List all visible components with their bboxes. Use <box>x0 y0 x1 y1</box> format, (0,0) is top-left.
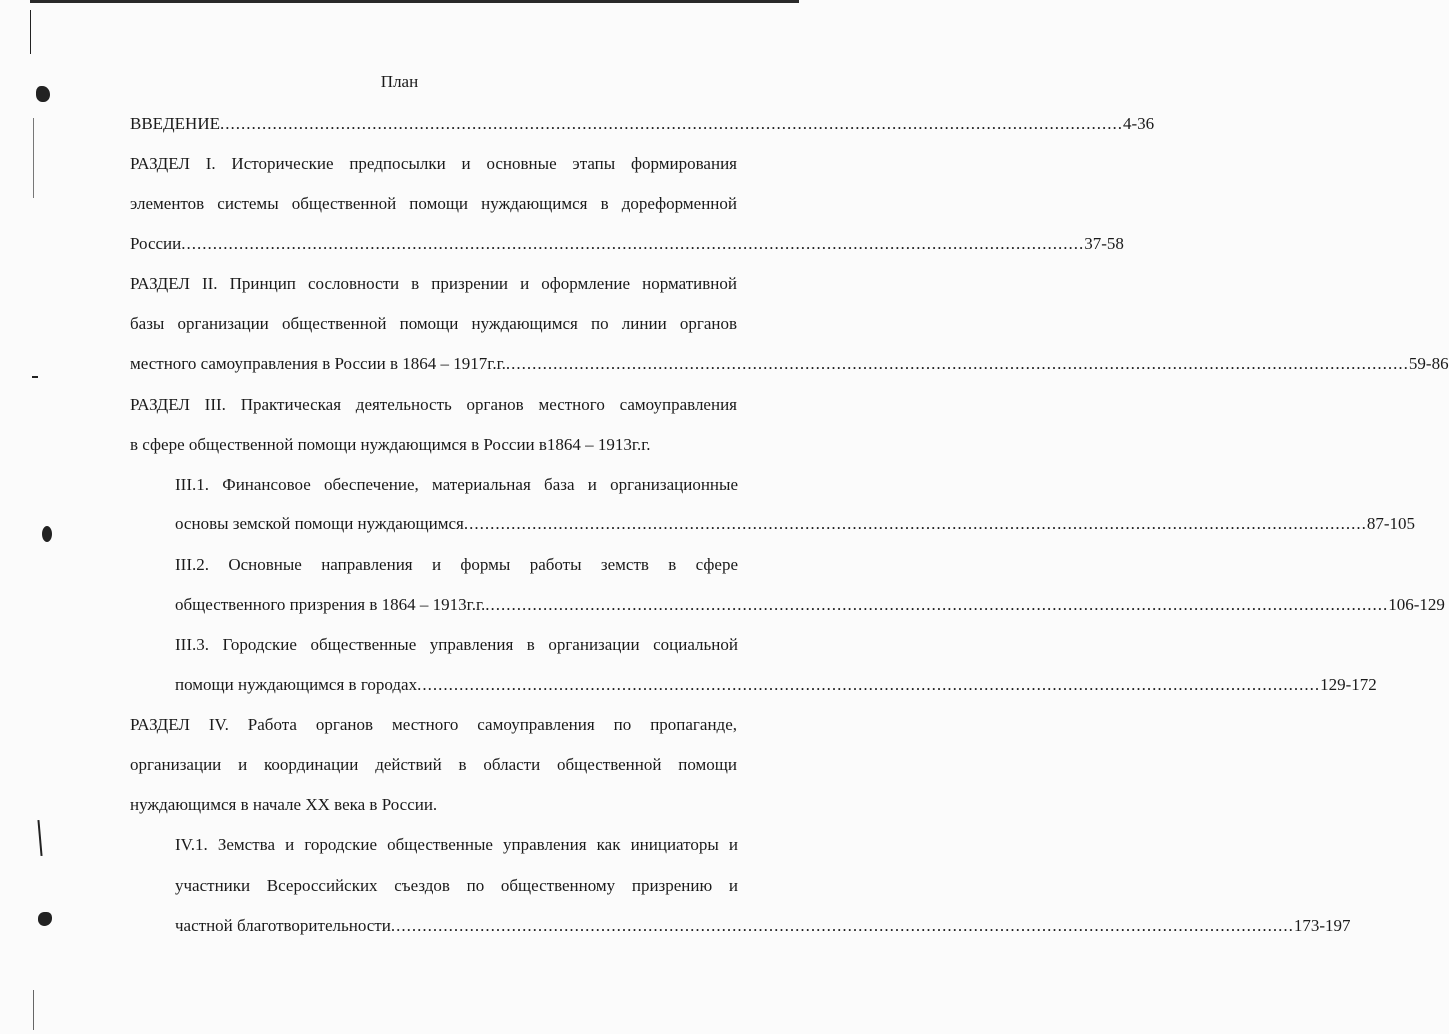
toc-section-4-line: нуждающимся в начале XX века в России. <box>130 795 438 814</box>
toc-section-2-line: базы организации общественной помощи нуждающимся по линии органов <box>130 314 737 333</box>
toc-section-1-line: элементов системы общественной помощи нуждающимся в дореформенной <box>130 194 737 213</box>
toc-entry-label: основы земской помощи нуждающимся <box>175 514 464 533</box>
toc-subsection-3-1-line: III.1. Финансовое обеспечение, материальная база и организационные <box>175 475 738 494</box>
toc-entry-section-2 <box>130 354 1449 374</box>
dot-leader: ............................................................................................................................................................................ <box>463 514 1367 533</box>
toc-section-3-line: в сфере общественной помощи нуждающимся в России в1864 – 1913г.г. <box>130 435 651 454</box>
toc-section-4-line: РАЗДЕЛ IV. Работа органов местного самоуправления по пропаганде, <box>130 715 737 734</box>
toc-section-3-line: РАЗДЕЛ III. Практическая деятельность органов местного самоуправления <box>130 395 737 414</box>
toc-entry-subsection-4-1 <box>175 916 1351 936</box>
toc-subsection-4-1-line: IV.1. Земства и городские общественные управления как инициаторы и <box>175 835 738 854</box>
scan-margin-line <box>33 990 34 1030</box>
toc-section-1-line: РАЗДЕЛ I. Исторические предпосылки и основные этапы формирования <box>130 154 737 173</box>
dot-leader: ............................................................................................................................................................................ <box>485 595 1389 614</box>
toc-entry-subsection-3-2 <box>175 595 1445 615</box>
page-range: 4-36 <box>1122 114 1155 133</box>
page-range: 37-58 <box>1084 234 1124 253</box>
page-range: 106-129 <box>1388 595 1445 614</box>
toc-entry-intro <box>130 114 1155 134</box>
scan-speck <box>38 912 52 926</box>
toc-entry-label: местного самоуправления в России в 1864 – 1917г.г. <box>130 354 506 373</box>
page-range: 87-105 <box>1366 514 1416 533</box>
top-edge-rule <box>30 0 799 3</box>
toc-subsection-3-3-line: III.3. Городские общественные управления в организации социальной <box>175 635 738 654</box>
toc-section-4-line: организации и координации действий в области общественной помощи <box>130 755 737 774</box>
toc-entry-section-1 <box>130 234 1124 254</box>
dot-leader: ............................................................................................................................................................................ <box>390 916 1294 935</box>
toc-subsection-3-2-line: III.2. Основные направления и формы работы земств в сфере <box>175 555 738 574</box>
toc-entry-label: ВВЕДЕНИЕ <box>130 114 220 133</box>
page-range: 173-197 <box>1293 916 1351 935</box>
toc-subsection-4-1-line: участники Всероссийских съездов по общественному призрению и <box>175 876 738 895</box>
toc-entry-label: общественного призрения в 1864 – 1913г.г. <box>175 595 486 614</box>
dot-leader: ............................................................................................................................................................................ <box>505 354 1409 373</box>
toc-entry-subsection-3-1 <box>175 514 1416 534</box>
scan-margin-line <box>37 820 42 856</box>
scan-speck <box>42 526 52 542</box>
toc-entry-label: частной благотворительности <box>175 916 391 935</box>
scan-margin-line <box>33 118 34 198</box>
scan-margin-line <box>30 10 31 54</box>
toc-entry-subsection-3-3 <box>175 675 1377 695</box>
page-range: 59-86 <box>1408 354 1449 373</box>
page-range: 129-172 <box>1320 675 1377 694</box>
dot-leader: ............................................................................................................................................................................ <box>417 675 1321 694</box>
dot-leader: ............................................................................................................................................................................ <box>181 234 1085 253</box>
page-title: План <box>380 72 419 91</box>
toc-entry-label: России <box>130 234 182 253</box>
toc-entry-label: помощи нуждающимся в городах <box>175 675 418 694</box>
dot-leader: ............................................................................................................................................................................ <box>219 114 1123 133</box>
toc-section-2-line: РАЗДЕЛ II. Принцип сословности в призрении и оформление нормативной <box>130 274 737 293</box>
scan-speck <box>32 376 38 378</box>
